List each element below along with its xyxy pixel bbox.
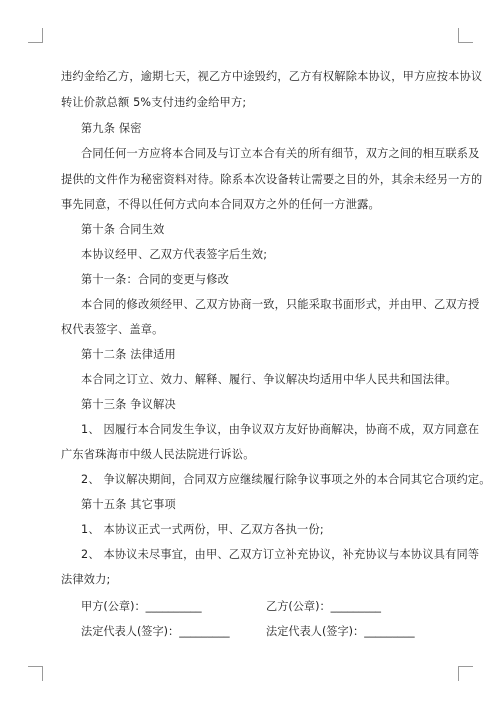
paragraph-line: 事先同意，不得以任何方式向本合同双方之外的任何一方泄露。 (61, 198, 380, 211)
paragraph-line: 本合同之订立、效力、解释、履行、争议解决均适用中华人民共和国法律。 (81, 373, 457, 386)
corner-mark-bottom-left (28, 666, 43, 681)
paragraph-line: 权代表签字、盖章。 (61, 323, 164, 336)
signature-party-a: 甲方(公章)：__________ (81, 600, 202, 613)
section-heading: 第十二条 法律适用 (81, 348, 176, 361)
section-heading: 第十五条 其它事项 (81, 498, 176, 511)
section-heading: 第九条 保密 (81, 122, 142, 135)
section-heading: 第十一条：合同的变更与修改 (81, 273, 230, 286)
paragraph-line: 转让价款总额 5%支付违约金给甲方; (61, 96, 247, 109)
corner-mark-bottom-right (458, 666, 473, 681)
signature-rep-a: 法定代表人(签字)：_________ (81, 625, 230, 638)
paragraph-line: 违约金给乙方，逾期七天，视乙方中途毁约，乙方有权解除本协议，甲方应按本协议 (61, 70, 483, 83)
paragraph-line: 广东省珠海市中级人民法院进行诉讼。 (61, 448, 255, 461)
paragraph-line: 1、 本协议正式一式两份，甲、乙双方各执一份; (81, 523, 324, 536)
paragraph-line: 本合同的修改须经甲、乙双方协商一致，只能采取书面形式，并由甲、乙双方授 (81, 298, 480, 311)
section-heading: 第十条 合同生效 (81, 223, 165, 236)
paragraph-line: 法律效力; (61, 573, 111, 586)
section-heading: 第十三条 争议解决 (81, 398, 176, 411)
paragraph-line: 2、 争议解决期间，合同双方应继续履行除争议事项之外的本合同其它合项约定。 (81, 473, 491, 486)
paragraph-line: 本协议经甲、乙双方代表签字后生效; (81, 248, 268, 261)
corner-mark-top-right (458, 28, 473, 43)
corner-mark-top-left (28, 28, 43, 43)
paragraph-line: 1、 因履行本合同发生争议，由争议双方友好协商解决，协商不成，双方同意在 (81, 423, 480, 436)
paragraph-line: 提供的文件作为秘密资料对待。除系本次设备转让需要之目的外，其余未经另一方的 (61, 173, 483, 186)
paragraph-line: 合同任何一方应将本合同及与订立本合有关的所有细节，双方之间的相互联系及 (81, 147, 480, 160)
signature-rep-b: 法定代表人(签字)：_________ (266, 625, 415, 638)
paragraph-line: 2、 本协议未尽事宜，由甲、乙双方订立补充协议，补充协议与本协议具有同等 (81, 548, 480, 561)
signature-party-b: 乙方(公章)：_________ (266, 600, 382, 613)
